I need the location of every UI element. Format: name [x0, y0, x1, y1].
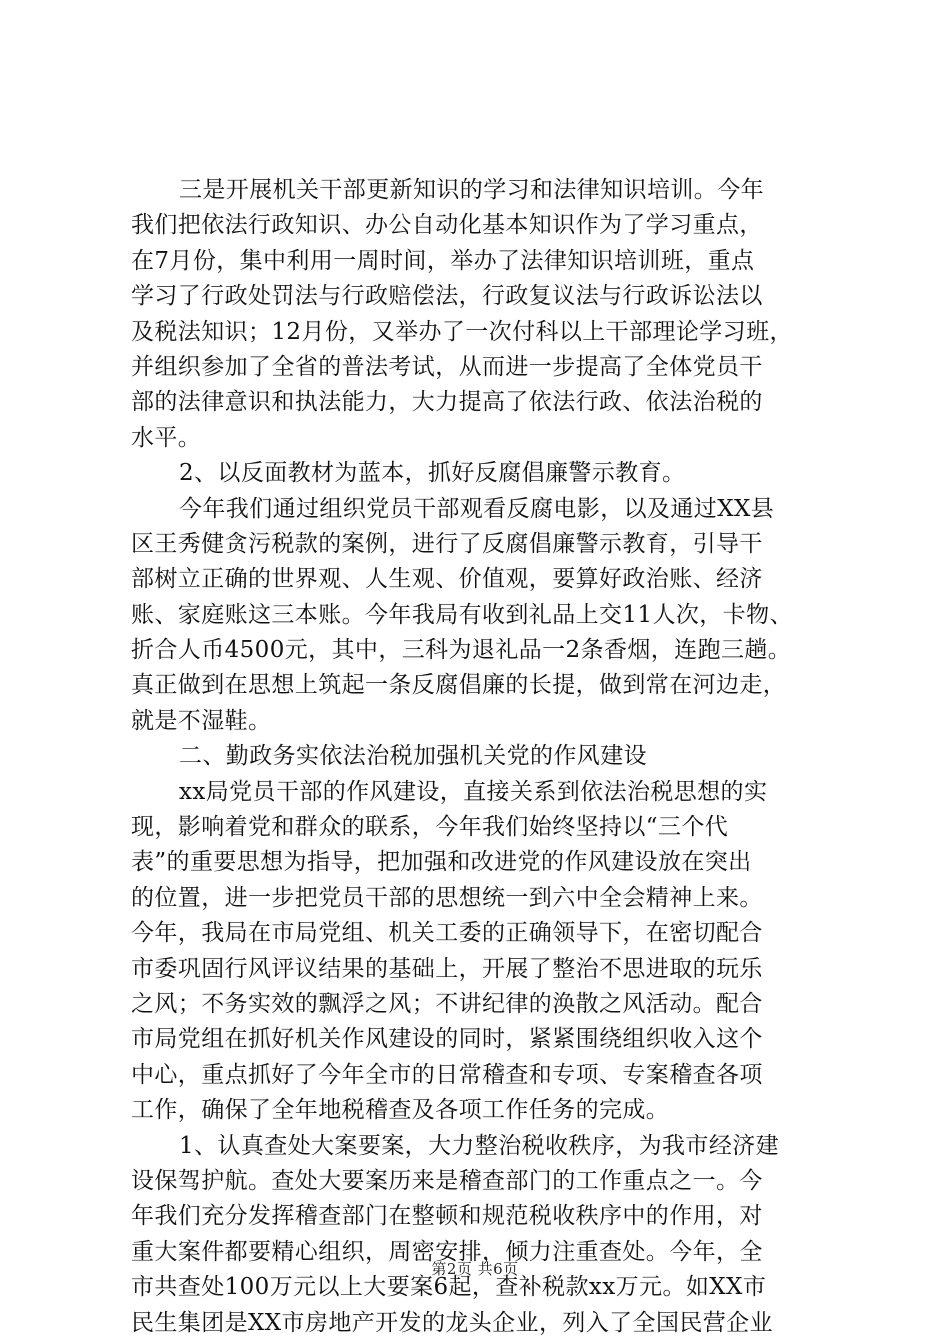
text-line: 1、认真查处大案要案，大力整治税收秩序，为我市经济建 — [179, 1132, 780, 1159]
text-line: 部的法律意识和执法能力，大力提高了依法行政、依法治税的 — [131, 389, 763, 416]
text-line: 就是不湿鞋。 — [131, 707, 272, 734]
page-number: 第2页 共6页 — [431, 1260, 519, 1278]
text-line: 三是开展机关干部更新知识的学习和法律知识培训。今年 — [179, 177, 764, 203]
document-body — [131, 173, 841, 1341]
text-line: 今年，我局在市局党组、机关工委的正确领导下，在密切配合 — [131, 920, 763, 947]
text-line: 在7月份，集中利用一周时间，举办了法律知识培训班，重点 — [131, 247, 755, 274]
text-line: 2、以反面教材为蓝本，抓好反腐倡廉警示教育。 — [179, 460, 686, 487]
text-line: 区王秀健贪污税款的案例，进行了反腐倡廉警示教育，引导干 — [131, 530, 763, 557]
text-line: 市委巩固行风评议结果的基础上，开展了整治不思进取的玩乐 — [131, 955, 763, 982]
text-line: 重大案件都要精心组织，周密安排，倾力注重查处。今年，全 — [131, 1238, 763, 1265]
text-line: 折合人币4500元，其中，三科为退礼品一2条香烟，连跑三趟。 — [131, 637, 792, 664]
text-line: 表”的重要思想为指导，把加强和改进党的作风建设放在突出 — [131, 849, 752, 876]
text-line: 设保驾护航。查处大要案历来是稽查部门的工作重点之一。今 — [131, 1167, 763, 1194]
text-line: 二、勤政务实依法治税加强机关党的作风建设 — [179, 743, 647, 770]
text-line: xx局党员干部的作风建设，直接关系到依法治税思想的实 — [179, 778, 768, 805]
text-line: 市共查处100万元以上大要案6起，查补税款xx万元。如XX市 — [131, 1274, 767, 1301]
text-line: 并组织参加了全省的普法考试，从而进一步提高了全体党员干 — [131, 353, 763, 380]
text-line: 及税法知识；12月份，又举办了一次付科以上干部理论学习班， — [131, 318, 793, 345]
text-line: 之风；不务实效的飘浮之风；不讲纪律的涣散之风活动。配合 — [131, 990, 763, 1017]
text-line: 水平。 — [131, 424, 202, 451]
text-line: 我们把依法行政知识、办公自动化基本知识作为了学习重点， — [131, 212, 763, 239]
text-line: 市局党组在抓好机关作风建设的同时，紧紧围绕组织收入这个 — [131, 1026, 763, 1053]
text-line: 中心，重点抓好了今年全市的日常稽查和专项、专案稽查各项 — [131, 1061, 763, 1088]
text-line: 今年我们通过组织党员干部观看反腐电影，以及通过XX县 — [179, 495, 775, 522]
text-line: 年我们充分发挥稽查部门在整顿和规范税收秩序中的作用，对 — [131, 1203, 763, 1230]
text-line: 的位置，进一步把党员干部的思想统一到六中全会精神上来。 — [131, 884, 763, 911]
text-line: 部树立正确的世界观、人生观、价值观，要算好政治账、经济 — [131, 566, 763, 593]
text-line: 真正做到在思想上筑起一条反腐倡廉的长提，做到常在河边走， — [131, 672, 787, 699]
text-line: 民生集团是XX市房地产开发的龙头企业，列入了全国民营企业 — [131, 1309, 773, 1336]
text-line: 工作，确保了全年地税稽查及各项工作任务的完成。 — [131, 1097, 670, 1124]
text-line: 学习了行政处罚法与行政赔偿法，行政复议法与行政诉讼法以 — [131, 283, 763, 310]
page-footer — [0, 1258, 950, 1279]
text-line: 现，影响着党和群众的联系，今年我们始终坚持以“三个代 — [131, 814, 729, 841]
text-line: 账、家庭账这三本账。今年我局有收到礼品上交11人次，卡物、 — [131, 601, 793, 628]
